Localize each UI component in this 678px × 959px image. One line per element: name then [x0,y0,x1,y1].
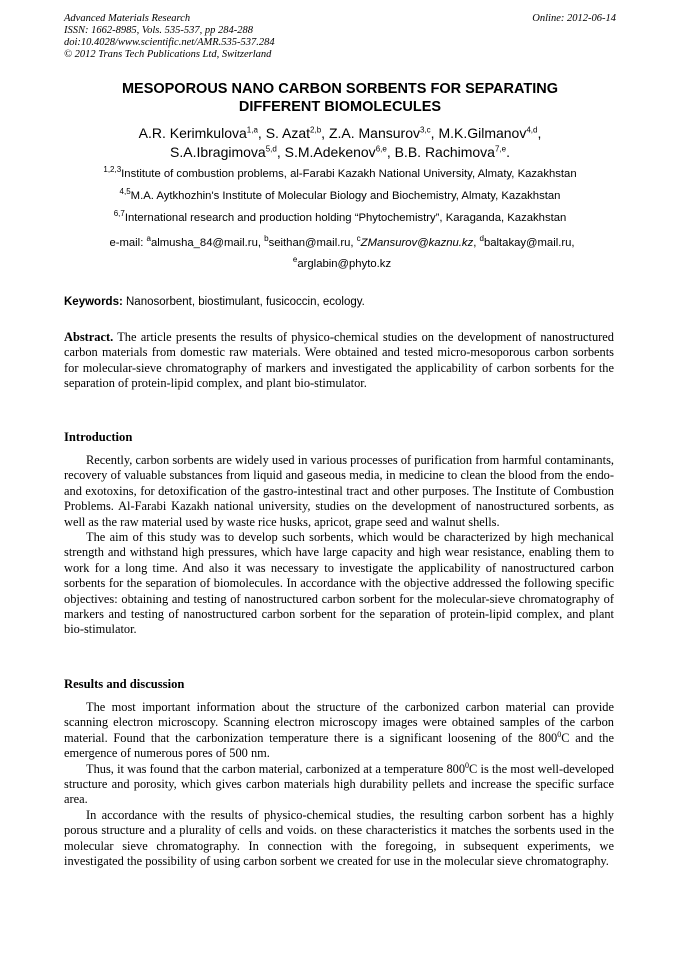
email-block [64,233,620,275]
title-line-2: DIFFERENT BIOMOLECULES [238,99,442,115]
email-separator: , [571,237,575,249]
degree-sup: 0 [465,760,470,770]
email-link[interactable]: ZMansurov@kaznu.kz [360,237,474,249]
paragraph: Recently, carbon sorbents are widely used in various processes of purification from harmful contaminants, recovery of valuable substances from liquid and gaseous media, in medicine to clean the blood from the endo-and exotoxins, for detoxification of the gastro-intestinal tract and other purposes. The Institute of Combustion Problems. Al-Farabi Kazakh national university, studies on the development of nanostructured sorbents, as well as the raw material used by waste rice husks, apricot, grape seed and walnut shells. [64,453,614,529]
paragraph-text: The most important information about the structure of the carbonized carbon material can provide scanning electron microscopy. Scanning electron microscopy images were obtained samples of the carbon material. Found that the carbonization temperature there is a significant loosening of the 800 [64,700,614,745]
email-link[interactable]: baltakay@mail.ru [483,237,572,249]
journal-name: Advanced Materials Research [64,13,191,24]
email-link[interactable]: arglabin@phyto.kz [297,258,392,270]
paragraph: In accordance with the results of physico-chemical studies, the resulting carbon sorbent has a highly porous structure and a plurality of cells and voids. on these characteristics it matches the sorbents used in the molecular sieve chromatography. In connection with the foregoing, in subsequent experiments, we investigated the possibility of using carbon sorbent we created for use in the molecular sieve chromatography. [64,807,614,869]
section-heading-results: Results and discussion [64,677,185,691]
paragraph-text: Thus, it was found that the carbon material, carbonized at a temperature 800 [86,761,466,776]
introduction-body [64,453,614,638]
author-sup: 3,c [419,125,431,135]
email-separator: , [257,237,265,249]
keywords [64,295,616,310]
paragraph-text: C and the emergence of numerous pores of 500 nm. [64,730,614,761]
author-sup: 4,d [526,125,538,135]
affiliation-text: Institute of combustion problems, al-Farabi Kazakh National University, Almaty, Kazakhstan [121,168,577,180]
section-heading-introduction: Introduction [64,430,133,444]
email-sup: c [356,234,361,244]
email-sup: b [264,234,269,244]
abstract [64,330,614,392]
author-sup: 6,e [375,144,387,154]
email-prefix: e-mail: [109,237,147,249]
affiliation-text: International research and production holding “Phytochemistry”, Karaganda, Kazakhstan [124,212,567,224]
affiliation [60,211,620,225]
online-date: Online: 2012-06-14 [532,13,616,24]
author-list: A.R. Kerimkulova$^{1,a}$, S. Azat$^{2,b}$, Z.A. Mansurov$^{3,c}$, M.K.Gilmanov$^{4,d}$, S.A.Ibragimova$^{5,d}$, S.M.Adekenov$^{6,e}$, B.B. Rachimova$^{7,e}$. [138,125,542,160]
email-link[interactable]: seithan@mail.ru [268,237,351,249]
author: S. Azat [265,125,311,141]
paragraph-text: C is the most well-developed structure and porosity, which gives carbon materials high durability pellets and increase the specific surface area. [64,761,614,807]
degree-sup: 0 [557,729,562,739]
author: A.R. Kerimkulova [138,125,247,141]
paper-title [64,80,616,116]
keywords-text: Nanosorbent, biostimulant, fusicoccin, ecology. [122,296,365,308]
email-separator: , [350,237,357,249]
author-sup: 2,b [310,125,322,135]
author-sup: 5,d [265,144,277,154]
author-sup: 7,e [494,144,507,154]
copyright-line: © 2012 Trans Tech Publications Ltd, Switzerland [64,49,272,60]
email-sup: e [292,255,298,265]
keywords-label: Keywords: [64,296,123,308]
email-sup: a [146,234,151,244]
email-sup: d [479,234,484,244]
paragraph: The aim of this study was to develop such sorbents, which would be characterized by high mechanical strength and withstand high pressures, which have large capacity and high wear resistance, enabling them to work for a long time. And also it was necessary to investigate the applicability of nanostructured carbon sorbents for the separation of biomolecules. In accordance with the objective addressed the following specific objectives: obtaining and testing of nanostructured carbon sorbent for the molecular-sieve chromatography of markers and testing of nanostructured carbon sorbent for the separation of protein-lipid complex, and plant bio-stimulator. [64,530,614,637]
affiliation-sup: 4,5 [119,187,131,197]
affiliation [60,189,620,203]
affiliation-text: M.A. Aytkhozhin's Institute of Molecular Biology and Biochemistry, Almaty, Kazakhstan [130,190,561,202]
author-sup: 1,a [246,125,258,135]
author: Z.A. Mansurov [328,125,420,141]
results-body [64,700,614,869]
affiliation-sup: 1,2,3 [103,165,122,175]
author: M.K.Gilmanov [438,125,527,141]
author: S.M.Adekenov [284,144,376,160]
author: B.B. Rachimova [394,144,495,160]
abstract-label: Abstract. [64,330,114,344]
author: S.A.Ibragimova [170,144,266,160]
issn-line: ISSN: 1662-8985, Vols. 535-537, pp 284-288 [64,25,253,36]
journal-header [64,13,616,61]
affiliation [60,167,620,181]
paragraph [64,762,614,808]
paragraph [64,700,614,762]
title-line-1: MESOPOROUS NANO CARBON SORBENTS FOR SEPARATING [121,81,559,97]
email-link[interactable]: almusha_84@mail.ru [150,237,258,249]
affiliation-sup: 6,7 [113,209,125,219]
doi-line: doi:10.4028/www.scientific.net/AMR.535-537.284 [64,37,275,48]
abstract-text: The article presents the results of physico-chemical studies on the development of nanostructured carbon materials from domestic raw materials. Were obtained and tested micro-mesoporous carbon sorbents for molecular-sieve chromatography of markers and investigated the applicability of carbon sorbents for the separation of protein-lipid complex, and plant bio-stimulator. [64,330,614,391]
email-separator: , [473,237,480,249]
